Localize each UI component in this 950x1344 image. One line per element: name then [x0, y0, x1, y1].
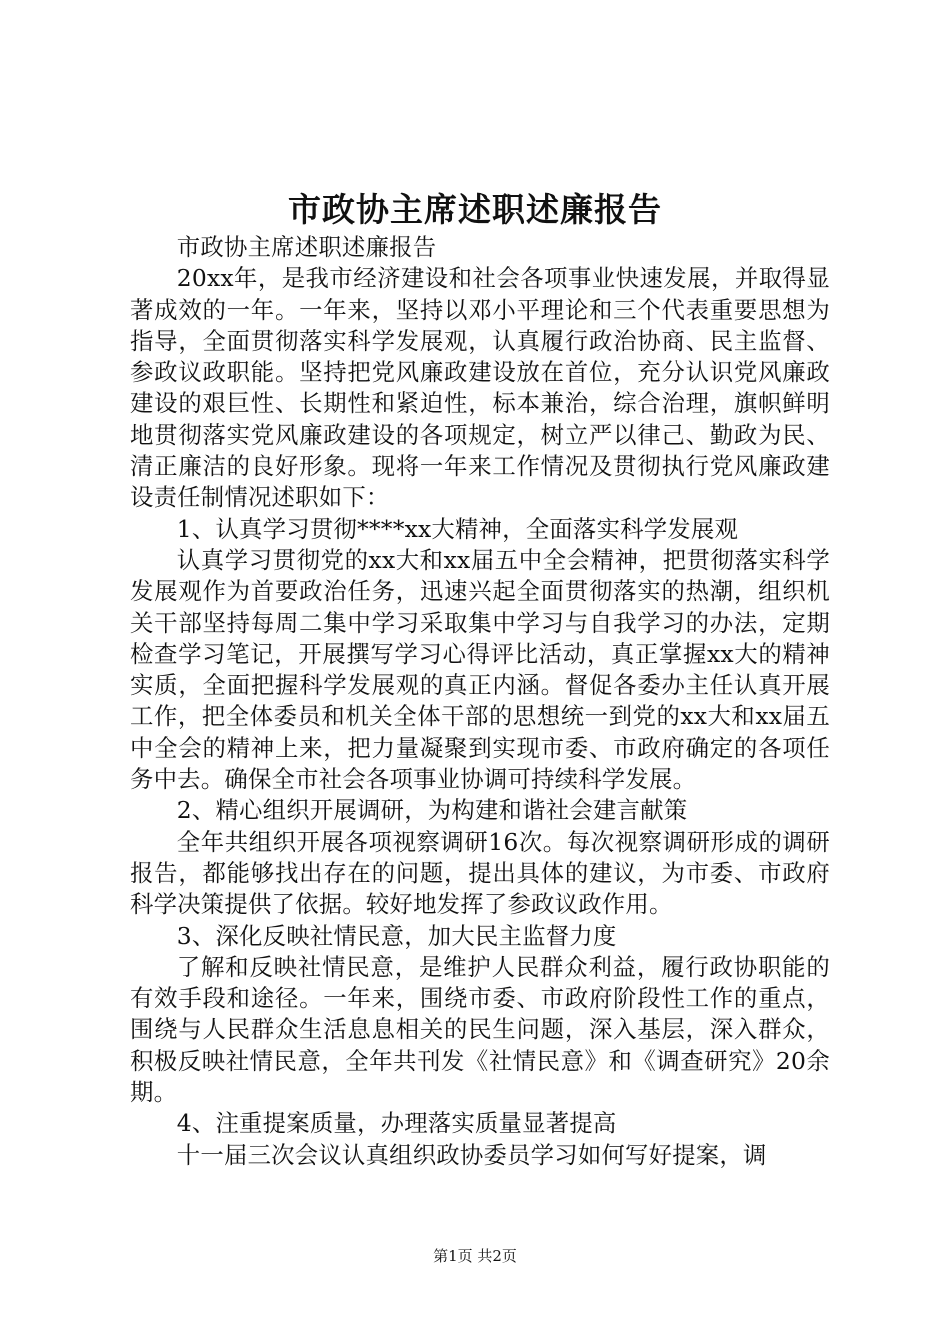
paragraph-section-3: 了解和反映社情民意，是维护人民群众利益，履行政协职能的有效手段和途径。一年来，围绕市委、市政府阶段性工作的重点，围绕与人民群众生活息息相关的民生问题，深入基层，深入群众，积极反映社情民意，全年共刊发《社情民意》和《调查研究》20余期。	[130, 952, 830, 1107]
section-heading-2: 2、精心组织开展调研，为构建和谐社会建言献策	[176, 796, 688, 825]
paragraph-section-2: 全年共组织开展各项视察调研16次。每次视察调研形成的调研报告，都能够找出存在的问题，提出具体的建议，为市委、市政府科学决策提供了依据。较好地发挥了参政议政作用。	[130, 827, 830, 919]
paragraph-section-1: 认真学习贯彻党的xx大和xx届五中全会精神，把贯彻落实科学发展观作为首要政治任务，迅速兴起全面贯彻落实的热潮，组织机关干部坚持每周二集中学习采取集中学习与自我学习的办法，定期检查学习笔记，开展撰写学习心得评比活动，真正掌握xx大的精神实质，全面把握科学发展观的真正内涵。督促各委办主任认真开展工作，把全体委员和机关全体干部的思想统一到党的xx大和xx届五中全会的精神上来，把力量凝聚到实现市委、市政府确定的各项任务中去。确保全市社会各项事业协调可持续科学发展。	[130, 545, 830, 794]
section-heading-3: 3、深化反映社情民意，加大民主监督力度	[176, 921, 617, 950]
section-heading-4: 4、注重提案质量，办理落实质量显著提高	[176, 1109, 617, 1138]
paragraph-subtitle: 市政协主席述职述廉报告	[176, 233, 437, 261]
paragraph-section-4: 十一届三次会议认真组织政协委员学习如何写好提案，调	[176, 1140, 767, 1169]
paragraph-intro: 20xx年，是我市经济建设和社会各项事业快速发展，并取得显著成效的一年。一年来，坚持以邓小平理论和三个代表重要思想为指导，全面贯彻落实科学发展观，认真履行政治协商、民主监督、参政议政职能。坚持把党风廉政建设放在首位，充分认识党风廉政建设的艰巨性、长期性和紧迫性，标本兼治，综合治理，旗帜鲜明地贯彻落实党风廉政建设的各项规定，树立严以律己、勤政为民、清正廉洁的良好形象。现将一年来工作情况及贯彻执行党风廉政建设责任制情况述职如下：	[130, 264, 830, 512]
section-heading-1: 1、认真学习贯彻****xx大精神，全面落实科学发展观	[176, 514, 739, 543]
document-title: 市政协主席述职述廉报告	[288, 190, 662, 229]
document-body	[130, 232, 830, 1171]
page-number-footer: 第1页 共2页	[433, 1247, 517, 1265]
